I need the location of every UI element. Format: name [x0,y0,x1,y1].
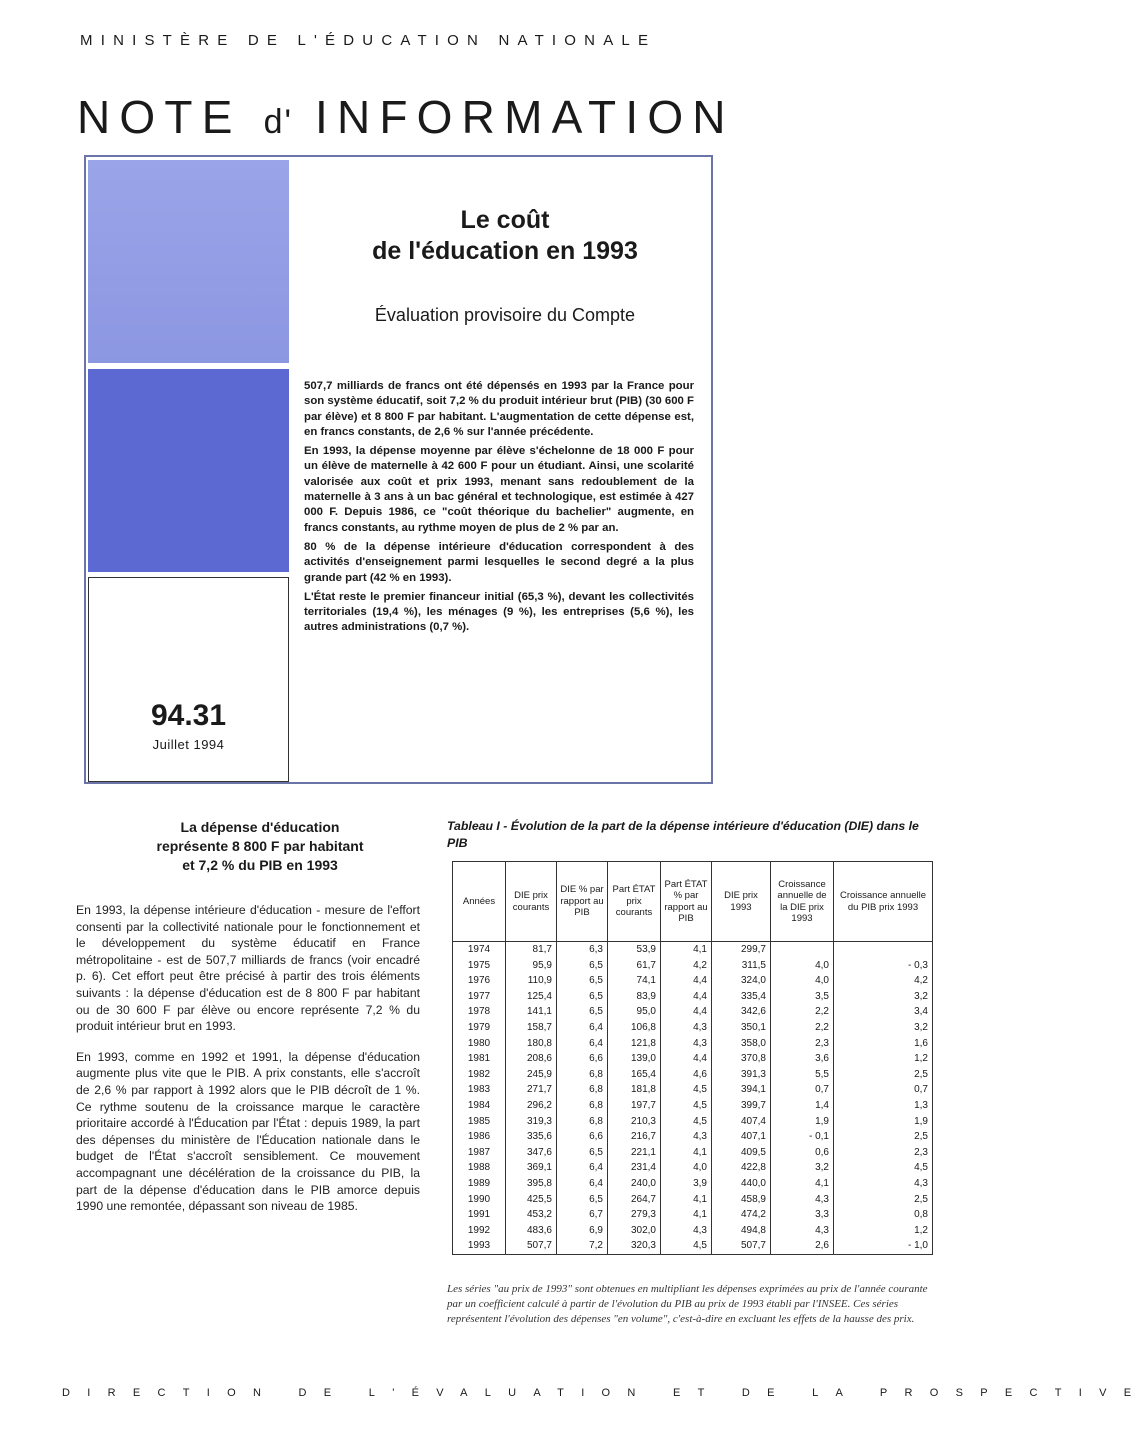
table-row [453,1223,933,1239]
table-cell: 3,5 [771,989,834,1005]
table-cell: 4,0 [661,1160,712,1176]
table-cell: 399,7 [712,1098,771,1114]
table-cell: 4,2 [661,958,712,974]
column-header: Part ÉTAT % par rapport au PIB [661,862,712,942]
table-cell: 1978 [453,1004,506,1020]
table-cell: 302,0 [608,1223,661,1239]
table-row [453,1145,933,1161]
table-cell: 6,5 [557,1004,608,1020]
table-cell: 407,1 [712,1129,771,1145]
table-cell: 4,1 [661,1145,712,1161]
table-cell: 121,8 [608,1036,661,1052]
table-cell: 4,4 [661,973,712,989]
table-cell: 210,3 [608,1114,661,1130]
table-cell: 319,3 [506,1114,557,1130]
table-cell: 6,5 [557,958,608,974]
table-cell: 320,3 [608,1238,661,1254]
table-cell: 81,7 [506,942,557,958]
table-row [453,1192,933,1208]
table-cell: 216,7 [608,1129,661,1145]
article-paragraph: En 1993, la dépense intérieure d'éducation - mesure de l'effort consenti par la collectivité nationale pour le fonctionnement et le développement du système éducatif en France métropolitaine - est de 507,7 milliards de francs (voir encadré p. 6). Cet effort peut être précisé à partir des trois éléments suivants : la dépense d'éducation est de 8 800 F par habitant ou de 30 600 F par élève ou encore représente 7,2 % du produit intérieur brut en 1993. [76,903,420,1034]
table-cell: 3,4 [834,1004,933,1020]
table-cell: 95,9 [506,958,557,974]
table-cell: 4,5 [661,1238,712,1254]
table-cell: 158,7 [506,1020,557,1036]
table-cell: 6,9 [557,1223,608,1239]
table-cell: 6,8 [557,1114,608,1130]
cover-title [300,205,710,267]
table-cell: 1993 [453,1238,506,1254]
table-cell: 4,5 [661,1098,712,1114]
table-row [453,1020,933,1036]
table-cell: 342,6 [712,1004,771,1020]
table-cell: 61,7 [608,958,661,974]
table-cell: - 0,1 [771,1129,834,1145]
table-cell: 1992 [453,1223,506,1239]
publication-title-note: NOTE [77,91,242,143]
table-cell: 474,2 [712,1207,771,1223]
table-cell: 181,8 [608,1082,661,1098]
table-header-row [453,862,933,942]
table-cell: 2,5 [834,1192,933,1208]
table-cell: 2,2 [771,1020,834,1036]
table-cell: 409,5 [712,1145,771,1161]
table-cell: 53,9 [608,942,661,958]
table-cell: 1,4 [771,1098,834,1114]
table-cell: 4,1 [771,1176,834,1192]
table-cell: 483,6 [506,1223,557,1239]
table-cell: 6,4 [557,1176,608,1192]
table-cell: 4,4 [661,1004,712,1020]
column-header: Croissance annuelle de la DIE prix 1993 [771,862,834,942]
table-cell: 1,3 [834,1098,933,1114]
column-header: Croissance annuelle du PIB prix 1993 [834,862,933,942]
table-cell: 347,6 [506,1145,557,1161]
table-cell: 4,3 [661,1129,712,1145]
table-cell: 4,0 [771,973,834,989]
table-cell: 4,3 [661,1036,712,1052]
issue-date: Juillet 1994 [152,737,225,752]
table-cell: 4,6 [661,1067,712,1083]
publication-title-information: INFORMATION [314,91,735,143]
table-cell: 335,6 [506,1129,557,1145]
table-cell: 1974 [453,942,506,958]
table-cell: 391,3 [712,1067,771,1083]
table-cell: 2,6 [771,1238,834,1254]
table-cell: 370,8 [712,1051,771,1067]
table-cell: 1,2 [834,1051,933,1067]
table-row [453,1098,933,1114]
table-row [453,1176,933,1192]
table-cell: 141,1 [506,1004,557,1020]
column-header: Années [453,862,506,942]
table-cell: 350,1 [712,1020,771,1036]
table-cell: 0,7 [834,1082,933,1098]
die-table [452,861,933,1255]
table-cell: 1991 [453,1207,506,1223]
table-cell: 5,5 [771,1067,834,1083]
table-row [453,1238,933,1254]
table-cell: 0,7 [771,1082,834,1098]
table-cell: 407,4 [712,1114,771,1130]
table-cell: 7,2 [557,1238,608,1254]
table-cell: 264,7 [608,1192,661,1208]
table-row [453,1160,933,1176]
summary-paragraph: En 1993, la dépense moyenne par élève s'échelonne de 18 000 F pour un élève de maternelle à 42 600 F pour un étudiant. Ainsi, une scolarité valorisée aux coût et prix 1993, menant sans redoublement de la maternelle à 3 ans à un bac général et technologique, est estimée à 427 000 F. Depuis 1986, ce "coût théorique du bachelier" augmente, en francs constants, au rythme moyen de plus de 2 % par an. [304,445,694,534]
issue-box [88,577,289,782]
table-cell: 335,4 [712,989,771,1005]
table-cell: 125,4 [506,989,557,1005]
table-cell [771,942,834,958]
article-title [110,818,410,875]
table-cell: 2,3 [834,1145,933,1161]
table-cell: 440,0 [712,1176,771,1192]
table-cell: 458,9 [712,1192,771,1208]
article-title-line2: représente 8 800 F par habitant [156,838,364,854]
table-cell: 507,7 [506,1238,557,1254]
table-cell: 369,1 [506,1160,557,1176]
table-row [453,1067,933,1083]
table-cell: 4,2 [834,973,933,989]
table-cell: - 0,3 [834,958,933,974]
table-row [453,942,933,958]
table-row [453,1207,933,1223]
table-cell: 1989 [453,1176,506,1192]
table-cell: 231,4 [608,1160,661,1176]
table-cell: 4,5 [661,1082,712,1098]
table-cell: 1980 [453,1036,506,1052]
table-row [453,1004,933,1020]
table-cell: 395,8 [506,1176,557,1192]
table-cell: 165,4 [608,1067,661,1083]
table-cell: 4,3 [771,1223,834,1239]
cover-subtitle: Évaluation provisoire du Compte [374,305,636,325]
table-row [453,958,933,974]
table-cell: 245,9 [506,1067,557,1083]
summary-box [304,379,694,640]
table-cell: 1983 [453,1082,506,1098]
table-caption: Tableau I - Évolution de la part de la dépense intérieure d'éducation (DIE) dans le PIB [447,819,919,850]
table-cell: 1,2 [834,1223,933,1239]
column-header: DIE prix courants [506,862,557,942]
table-cell: 0,8 [834,1207,933,1223]
table-cell: 6,5 [557,989,608,1005]
table-cell: 1,9 [771,1114,834,1130]
table-cell: 1987 [453,1145,506,1161]
table-cell: 6,3 [557,942,608,958]
table-cell: 3,9 [661,1176,712,1192]
table-cell: 208,6 [506,1051,557,1067]
table-cell: 197,7 [608,1098,661,1114]
table-cell: 1986 [453,1129,506,1145]
table-cell: 6,5 [557,1192,608,1208]
article-title-line1: La dépense d'éducation [180,819,340,835]
table-cell: 6,6 [557,1051,608,1067]
column-header: Part ÉTAT prix courants [608,862,661,942]
table-cell: 4,1 [661,942,712,958]
table-cell: 394,1 [712,1082,771,1098]
article-body [76,902,420,1229]
table-cell: 110,9 [506,973,557,989]
table-cell: 2,3 [771,1036,834,1052]
table-cell: 3,2 [834,1020,933,1036]
table-cell: 2,5 [834,1129,933,1145]
table-cell: 0,6 [771,1145,834,1161]
table-cell: 1985 [453,1114,506,1130]
summary-paragraph: 80 % de la dépense intérieure d'éducation correspondent à des activités d'enseignement parmi lesquelles le second degré a la plus grande part (42 % en 1993). [304,540,694,584]
table-cell: 3,6 [771,1051,834,1067]
publication-title [77,90,735,144]
table-cell: 358,0 [712,1036,771,1052]
table-cell: 6,5 [557,973,608,989]
table-cell: 95,0 [608,1004,661,1020]
cover-title-line2: de l'éducation en 1993 [372,237,638,265]
publication-title-d: d' [263,103,293,141]
issue-number: 94.31 [150,699,227,732]
table-cell: 6,7 [557,1207,608,1223]
table-cell: 4,0 [771,958,834,974]
table-cell: 279,3 [608,1207,661,1223]
table-cell: 180,8 [506,1036,557,1052]
table-cell: 1984 [453,1098,506,1114]
summary-paragraph: 507,7 milliards de francs ont été dépensés en 1993 par la France pour son système éducatif, soit 7,2 % du produit intérieur brut (PIB) (30 600 F par élève) et 8 800 F par habitant. L'augmentation de cette dépense est, en francs constants, de 2,6 % sur l'année précédente. [304,380,694,438]
footer-direction: DIRECTION DE L'ÉVALUATION ET DE LA PROSPECTIVE [62,1387,1148,1399]
table-row [453,973,933,989]
table-cell: 6,4 [557,1160,608,1176]
table-cell: 1988 [453,1160,506,1176]
table-cell: 74,1 [608,973,661,989]
table-cell: 494,8 [712,1223,771,1239]
table-note: Les séries "au prix de 1993" sont obtenues en multipliant les dépenses exprimées au prix de l'année courante par un coefficient calculé à partir de l'évolution du PIB au prix de 1993 établi par l'INSEE. Ces séries représentent l'évolution des dépenses "en volume", c'est-à-dire en excluant les effets de la hausse des prix. [447,1283,928,1325]
table-cell: 3,2 [834,989,933,1005]
table-cell: 83,9 [608,989,661,1005]
cover-title-line1: Le coût [460,206,550,234]
table-cell: 4,1 [661,1207,712,1223]
table-cell: 324,0 [712,973,771,989]
table-cell: 4,3 [661,1020,712,1036]
article-paragraph: En 1993, comme en 1992 et 1991, la dépense d'éducation augmente plus vite que le PIB. A prix constants, elle s'accroît de 2,6 % par rapport à 1992 alors que le PIB décroît de 1 %. Ce rythme soutenu de la croissance marque le caractère prioritaire accordé à l'Éducation par l'État : depuis 1989, la part des dépenses du ministère de l'Éducation nationale dans le budget de l'État s'accroît sensiblement. Ce mouvement accompagnant une décélération de la croissance du PIB, la part de la dépense d'éducation dans le PIB amorce depuis 1990 une remontée, dépassant son niveau de 1985. [76,1049,420,1214]
table-cell: 311,5 [712,958,771,974]
table-cell: 296,2 [506,1098,557,1114]
column-header: DIE % par rapport au PIB [557,862,608,942]
table-cell: 1975 [453,958,506,974]
table-cell: 240,0 [608,1176,661,1192]
table-cell: 4,4 [661,989,712,1005]
table-cell [834,942,933,958]
table-row [453,1082,933,1098]
table-cell: 2,2 [771,1004,834,1020]
table-cell: 453,2 [506,1207,557,1223]
table-cell: 4,5 [834,1160,933,1176]
table-cell: 221,1 [608,1145,661,1161]
table-cell: 139,0 [608,1051,661,1067]
table-cell: 1977 [453,989,506,1005]
table-cell: 4,4 [661,1051,712,1067]
table-cell: 6,6 [557,1129,608,1145]
table-cell: 2,5 [834,1067,933,1083]
table-cell: 299,7 [712,942,771,958]
table-cell: 106,8 [608,1020,661,1036]
table-row [453,1114,933,1130]
table-body [453,942,933,1255]
cover-dark-block [88,369,289,572]
ministry-header: MINISTÈRE DE L'ÉDUCATION NATIONALE [80,32,657,49]
table-cell: 4,5 [661,1114,712,1130]
table-cell: 4,1 [661,1192,712,1208]
table-row [453,989,933,1005]
table-cell: 6,4 [557,1020,608,1036]
table-cell: 6,8 [557,1082,608,1098]
table-cell: 3,3 [771,1207,834,1223]
table-row [453,1036,933,1052]
table-row [453,1051,933,1067]
article-title-line3: et 7,2 % du PIB en 1993 [182,857,338,873]
table-row [453,1129,933,1145]
column-header: DIE prix 1993 [712,862,771,942]
table-cell: - 1,0 [834,1238,933,1254]
table-cell: 271,7 [506,1082,557,1098]
table-cell: 4,3 [771,1192,834,1208]
table-cell: 6,5 [557,1145,608,1161]
table-cell: 6,8 [557,1098,608,1114]
summary-paragraph: L'État reste le premier financeur initial (65,3 %), devant les collectivités territoriales (19,4 %), les ménages (9 %), les entreprises (5,6 %), les autres administrations (0,7 %). [304,590,694,634]
table-cell: 3,2 [771,1160,834,1176]
table-cell: 6,8 [557,1067,608,1083]
table-cell: 1979 [453,1020,506,1036]
table-cell: 4,3 [834,1176,933,1192]
cover-light-block [88,160,289,363]
table-cell: 6,4 [557,1036,608,1052]
table-cell: 1,6 [834,1036,933,1052]
table-cell: 507,7 [712,1238,771,1254]
table-cell: 1990 [453,1192,506,1208]
table-cell: 1,9 [834,1114,933,1130]
table-cell: 425,5 [506,1192,557,1208]
table-cell: 422,8 [712,1160,771,1176]
table-cell: 4,3 [661,1223,712,1239]
table-cell: 1981 [453,1051,506,1067]
table-cell: 1982 [453,1067,506,1083]
table-cell: 1976 [453,973,506,989]
